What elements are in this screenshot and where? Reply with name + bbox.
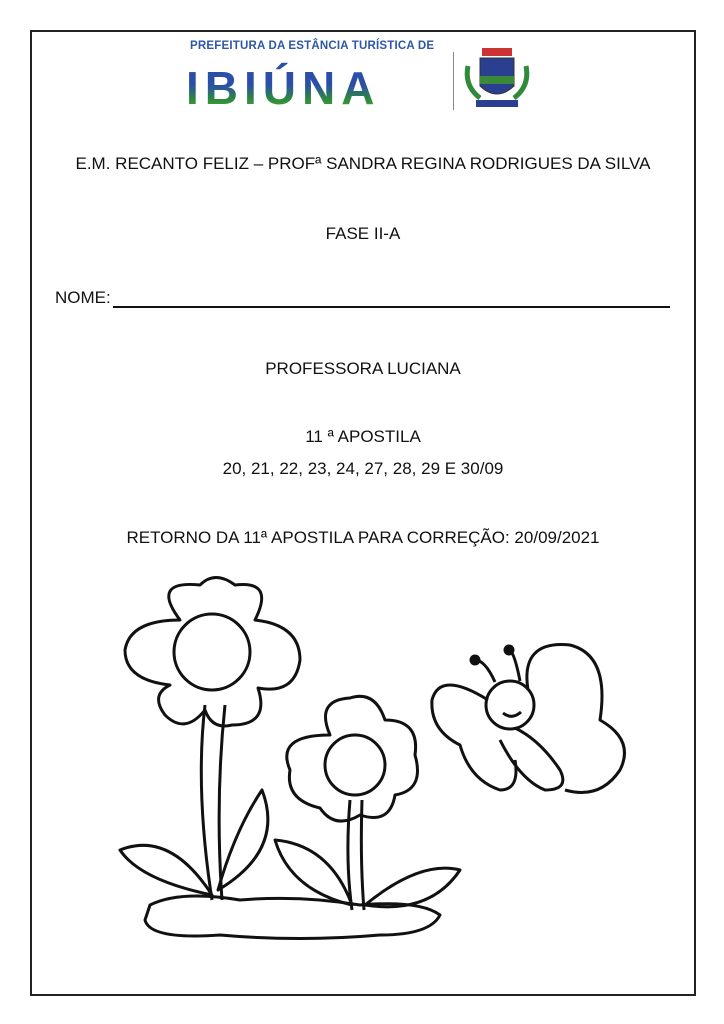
logo-subtitle: PREFEITURA DA ESTÂNCIA TURÍSTICA DE [190, 40, 435, 52]
return-note: RETORNO DA 11ª APOSTILA PARA CORREÇÃO: 20/09/2021 [126, 528, 600, 547]
booklet-number: 11 ª APOSTILA [305, 427, 421, 446]
big-flower [120, 578, 300, 901]
teacher-name: PROFESSORA LUCIANA [265, 359, 461, 378]
logo-name: IBIÚNA [186, 62, 381, 114]
phase-label: FASE II-A [325, 224, 401, 243]
name-label: NOME: [55, 288, 111, 307]
ground [145, 896, 440, 939]
butterfly [432, 645, 625, 793]
small-flower [275, 696, 460, 910]
school-line: E.M. RECANTO FELIZ – PROFª SANDRA REGINA RODRIGUES DA SILVA [75, 154, 651, 173]
booklet-dates: 20, 21, 22, 23, 24, 27, 28, 29 E 30/09 [222, 459, 504, 478]
